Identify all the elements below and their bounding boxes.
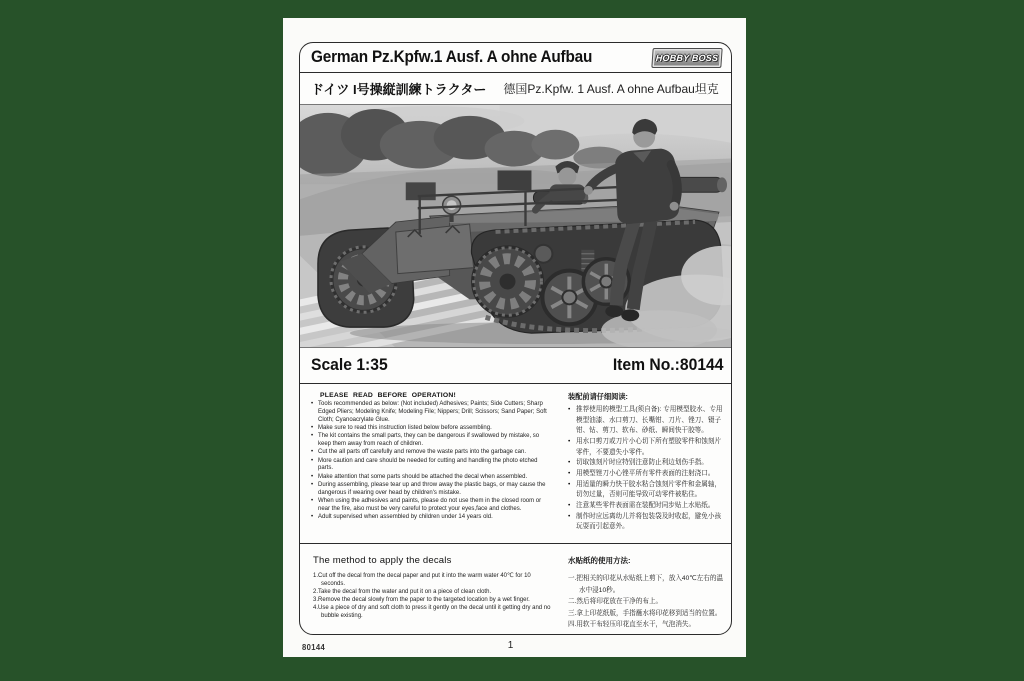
decals-chinese-heading: 水贴纸的使用方法:	[568, 556, 631, 565]
page-title: German Pz.Kpfw.1 Ausf. A ohne Aufbau	[311, 48, 593, 66]
instructions-chinese-list	[568, 405, 725, 533]
instruction-item: • The kit contains the small parts, they can be dangerous if swallowed by mistake, so keep them away from reach of children.	[311, 433, 553, 449]
footer-page-number: 1	[507, 640, 514, 651]
decal-step: 三.拿上印花纸版，手指蘸水将印花移到适当的位置。	[568, 609, 722, 617]
decals-chinese-steps	[568, 573, 725, 631]
instruction-item: • 注意某些零件表面需在装配时同步贴上水贴纸。	[568, 501, 725, 512]
decal-step: 二.然后将印花放在干净的布上。	[568, 598, 663, 606]
decal-step: 1.Cut off the decal from the decal paper and put it into the warm water 40℃ for 10 seconds.	[313, 573, 531, 588]
instructions-chinese-heading: 装配前请仔细阅读:	[568, 392, 628, 401]
decals-english-heading: The method to apply the decals	[313, 555, 452, 566]
tank-photo-illustration	[300, 105, 731, 347]
instruction-item: • 用水口剪刀或刀片小心切下所有塑胶零件和蚀刻片零件，不要遗失小零件。	[568, 437, 725, 458]
decals-english-steps	[313, 572, 553, 621]
header-row	[300, 43, 731, 73]
decal-step: 4.Use a piece of dry and soft cloth to press it gently on the decal until it getting dry and no bubble existing.	[313, 605, 551, 620]
instruction-item: • 制作时应远离幼儿并将包装袋及时收起，避免小孩玩耍而引起意外。	[568, 512, 725, 533]
instruction-item: • Tools recommended as below: (Not included) Adhesives; Paints; Side Cutters; Sharp Edged Pliers; Modeling Knife; Modeling File; Nippers; Drill; Scissors; Sand Paper; Soft Cloth; Cyanoacrylate Glue.	[311, 401, 553, 424]
decal-step: 四.用软干布轻压印花直至水干，气泡消失。	[568, 621, 696, 629]
instructions-section	[300, 384, 731, 544]
instruction-item: • 推荐使用的模型工具(须自备): 专用模型胶水、专用模型油漆、水口剪刀、长嘴钳、刀片、锉刀、镊子钳、钻、剪刀、软布、砂纸、瞬间快干胶等。	[568, 405, 725, 437]
footer-item-number: 80144	[302, 642, 326, 652]
info-row	[300, 348, 731, 384]
instruction-item: • Make sure to read this instruction listed below before assembling.	[311, 425, 553, 433]
instructions-english-heading: PLEASE READ BEFORE OPERATION!	[320, 392, 456, 399]
decal-step: 2.Take the decal from the water and put it on a piece of clean cloth.	[313, 589, 492, 596]
subtitle-row	[300, 73, 731, 104]
instruction-item: • When using the adhesives and paints, please do not use them in the closed room or near the fire, also must be very careful to protect your eyes,face and clothes.	[311, 498, 553, 514]
instruction-item: • Make attention that some parts should be attached the decal when assembled.	[311, 474, 553, 482]
decal-step: 一.把相关的印花从水贴纸上剪下，放入40℃左右的温水中浸10秒。	[568, 575, 724, 594]
decals-english-column	[311, 555, 553, 634]
decal-step: 3.Remove the decal slowly from the paper to the targeted location by a wet finger.	[313, 597, 530, 604]
instructions-english-list	[311, 401, 553, 522]
item-number-label: Item No.:80144	[612, 356, 723, 374]
instructions-english-column	[311, 392, 553, 543]
instruction-item: • More caution and care should be needed for cutting and handling the photo etched parts.	[311, 458, 553, 474]
instruction-item: • Cut the all parts off carefully and remove the waste parts into the garbage can.	[311, 449, 553, 457]
box-art-photo	[300, 104, 731, 348]
hobbyboss-logo	[651, 48, 722, 68]
instruction-item: • 用模型锉刀小心锉平所有零件表面的注射浇口。	[568, 469, 725, 480]
scale-label: Scale 1:35	[311, 356, 388, 374]
decals-chinese-column	[568, 555, 725, 634]
instruction-item: • 切取蚀刻片时应特别注意防止利边划伤手指。	[568, 458, 725, 469]
hobbyboss-logo-text: HOBBY BOSS	[655, 52, 719, 63]
instruction-item: • Adult supervised when assembled by children under 14 years old.	[311, 514, 553, 522]
subtitle-chinese: 德国Pz.Kpfw. 1 Ausf. A ohne Aufbau坦克	[503, 82, 719, 96]
page-border-frame	[299, 42, 732, 635]
instruction-item: • During assembling, please tear up and throw away the plastic bags, or may cause the dangerous if wearing over head by children's mistake.	[311, 482, 553, 498]
instruction-item: • 用适量的瞬力快干胶水粘合蚀刻片零件和金属轴，切勿过量，否则可能导致可动零件被粘住。	[568, 480, 725, 501]
decals-section	[300, 544, 731, 634]
instruction-sheet-page	[283, 18, 746, 657]
subtitle-japanese: ドイツ I号操縦訓練トラクター	[311, 82, 487, 97]
instructions-chinese-column	[568, 392, 725, 543]
